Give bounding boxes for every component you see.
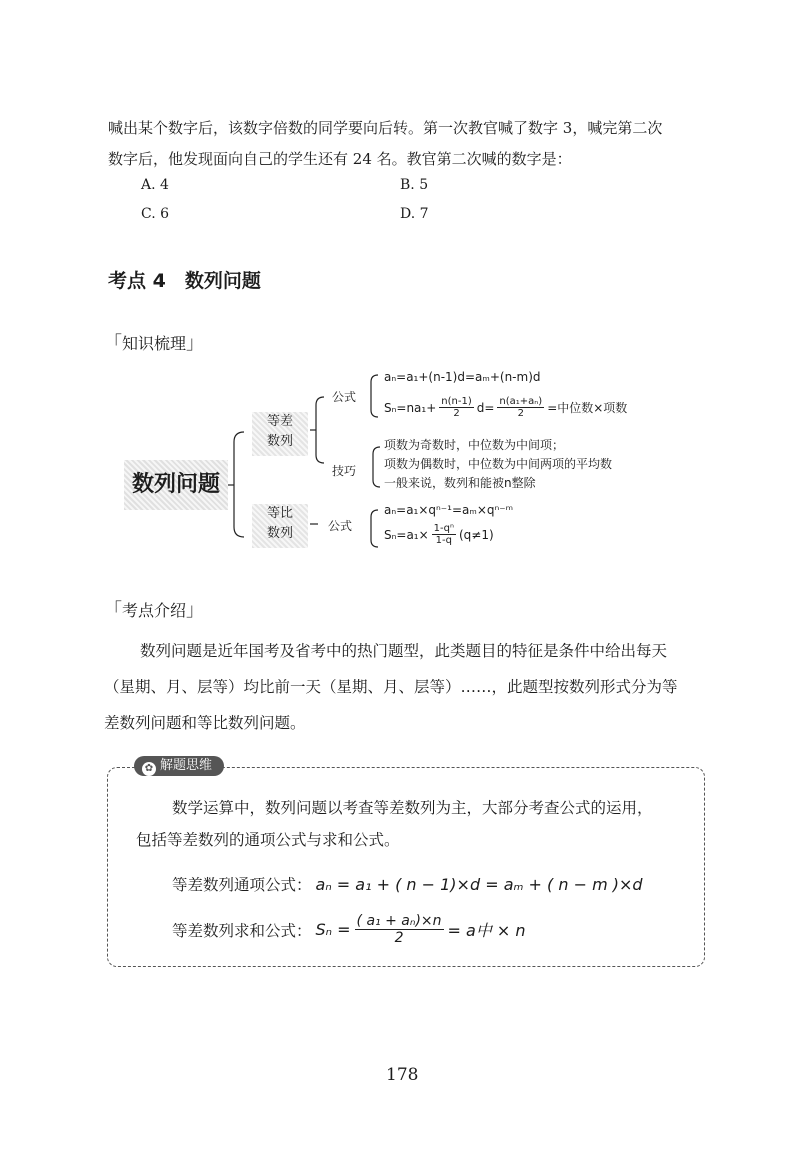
tip-general-formula-row: [172, 873, 643, 895]
arith-formula-2-mid: d=: [476, 400, 495, 415]
question-line-2: 数字后，他发现面向自己的学生还有 24 名。教官第二次喊的数字是：: [108, 150, 572, 168]
root-brace: [234, 432, 244, 537]
tip-line-2: 包括等差数列的通项公式与求和公式。: [136, 831, 400, 849]
lightbulb-icon: ✿: [142, 762, 156, 776]
page-number: 178: [386, 1065, 419, 1085]
arith-node-line1: 等差: [266, 414, 293, 429]
tip-tag-text: 解题思维: [160, 758, 213, 773]
arith-formula-1: aₙ=a₁+(n-1)d=aₘ+(n-m)d: [384, 370, 541, 384]
tip-line-1: 数学运算中，数列问题以考查等差数列为主，大部分考查公式的运用，: [172, 799, 653, 817]
geo-node: [252, 504, 308, 548]
intro-line-3: 差数列问题和等比数列问题。: [104, 714, 306, 732]
skill-1: 项数为奇数时，中位数为中间项；: [384, 438, 565, 452]
intro-heading-text: 考点介绍: [122, 601, 187, 620]
bracket-open: 「: [104, 333, 122, 354]
geo-formula-2-frac: $\frac{\text{1-qⁿ}}{1-q}$: [433, 523, 454, 546]
bracket-close: 」: [186, 600, 205, 621]
arith-node-line2: 数列: [266, 434, 293, 449]
intro-heading: [104, 596, 204, 622]
formula-brace: [371, 375, 378, 417]
option-a: A. 4: [141, 177, 169, 193]
tip-sum-formula-row: [172, 913, 526, 946]
arith-brace: [316, 397, 324, 463]
geo-formula-2-cond: (q≠1): [458, 527, 494, 542]
skill-brace: [373, 447, 380, 487]
geo-formula-2: [384, 523, 494, 546]
tip-sum-lhs: Sₙ =: [315, 920, 351, 939]
geo-formula-2-lhs: Sₙ=a₁×: [384, 527, 429, 542]
intro-line-2: （星期、月、层等）均比前一天（星期、月、层等）……，此题型按数列形式分为等: [104, 678, 678, 696]
question-line-1: 喊出某个数字后，该数字倍数的同学要向后转。第一次教官喊了数字 3，喊完第二次: [108, 119, 663, 137]
arith-formula-2-lhs: Sₙ=na₁+: [384, 400, 437, 415]
tip-sum-label: 等差数列求和公式：: [172, 921, 312, 940]
option-d: D. 7: [400, 206, 429, 222]
geo-formula-1: aₙ=a₁×qⁿ⁻¹=aₘ×qⁿ⁻ᵐ: [384, 503, 514, 517]
skill-label: 技巧: [332, 464, 357, 478]
bracket-open: 「: [104, 600, 122, 621]
intro-line-1: 数列问题是近年国考及省考中的热门题型，此类题目的特征是条件中给出每天: [140, 642, 668, 660]
arith-formula-2-frac1: $\frac{n(n-1)}{2}$: [441, 396, 472, 419]
skill-3: 一般来说，数列和能被n整除: [384, 476, 536, 490]
section-title: 考点 4 数列问题: [108, 270, 261, 292]
tip-general-formula: aₙ = a₁ + ( n − 1)×d = aₘ + ( n − m )×d: [315, 874, 643, 894]
geo-node-line1: 等比: [266, 506, 293, 521]
arith-formula-2-rhs: =中位数×项数: [547, 401, 628, 415]
option-b: B. 5: [400, 177, 429, 193]
option-c: C. 6: [141, 206, 170, 222]
tip-sum-rhs: = a中 × n: [447, 921, 526, 940]
tip-general-label: 等差数列通项公式：: [172, 876, 312, 894]
knowledge-heading-text: 知识梳理: [122, 334, 187, 353]
arith-formula-2: [384, 396, 627, 419]
bracket-close: 」: [186, 333, 205, 354]
geo-formula-label: 公式: [328, 519, 353, 533]
tip-tag: [134, 756, 224, 776]
geo-brace: [371, 510, 378, 547]
tip-sum-frac: $\frac{\text{( a₁ + aₙ)×n}}{2}$: [356, 913, 442, 946]
skill-2: 项数为偶数时，中位数为中间两项的平均数: [384, 457, 613, 471]
arith-formula-2-frac2: $\frac{\text{n(a₁+aₙ)}}{2}$: [499, 396, 543, 419]
formula-label: 公式: [332, 390, 357, 404]
geo-node-line2: 数列: [266, 526, 293, 541]
arith-node: [252, 412, 308, 456]
root-node: 数列问题: [124, 460, 228, 510]
